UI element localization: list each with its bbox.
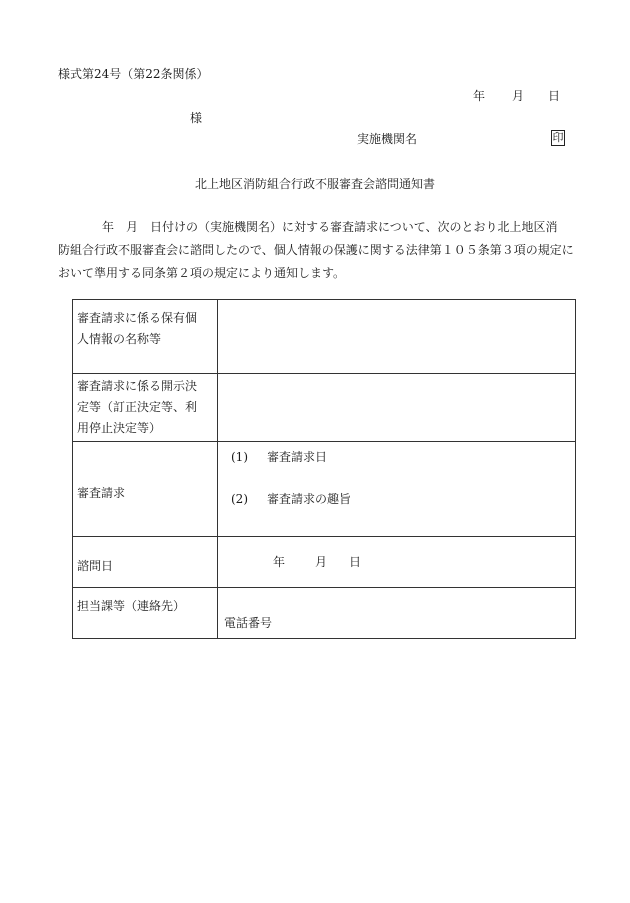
table-row: [73, 588, 576, 639]
contact-department-field[interactable]: [218, 588, 576, 639]
phone-number-label: 電話番号: [224, 616, 273, 630]
personal-info-name-field[interactable]: [218, 300, 576, 374]
date-year-label: 年: [473, 89, 486, 103]
disclosure-decision-field[interactable]: [218, 374, 576, 442]
date-month-label: 月: [512, 89, 525, 103]
body-line: おいて準用する同条第２項の規定により通知します。: [58, 266, 346, 280]
document-title: 北上地区消防組合行政不服審査会諮問通知書: [194, 177, 435, 191]
seal-mark: 印: [552, 131, 564, 144]
review-request-date-item: (1) 審査請求日: [231, 450, 328, 464]
body-line: 年 月 日付けの（実施機関名）に対する審査請求について、次のとおり北上地区消: [102, 220, 558, 234]
notice-body: [58, 216, 578, 285]
form-number: 様式第24号（第22条関係）: [58, 67, 209, 81]
table-row: [73, 300, 576, 374]
body-line: 防組合行政不服審査会に諮問したので、個人情報の保護に関する法律第１０５条第３項の規定に: [58, 243, 574, 257]
personal-info-name-label: 審査請求に係る保有個 人情報の名称等: [73, 300, 218, 374]
date-day-label: 日: [548, 89, 561, 103]
review-request-purpose-item: (2) 審査請求の趣旨: [231, 492, 352, 506]
consultation-date-field[interactable]: 年 月 日: [218, 537, 576, 588]
table-row: [73, 442, 576, 537]
review-request-label: 審査請求: [73, 442, 218, 537]
addressee-suffix: 様: [190, 111, 203, 125]
implementing-agency-label: 実施機関名: [357, 132, 418, 146]
table-row: [73, 537, 576, 588]
consultation-date-label: 諮問日: [73, 537, 218, 588]
disclosure-decision-label: 審査請求に係る開示決 定等（訂正決定等、利 用停止決定等）: [73, 374, 218, 442]
review-request-field[interactable]: [218, 442, 576, 537]
table-row: [73, 374, 576, 442]
contact-department-label: 担当課等（連絡先）: [73, 588, 218, 639]
consultation-table: [72, 299, 576, 639]
